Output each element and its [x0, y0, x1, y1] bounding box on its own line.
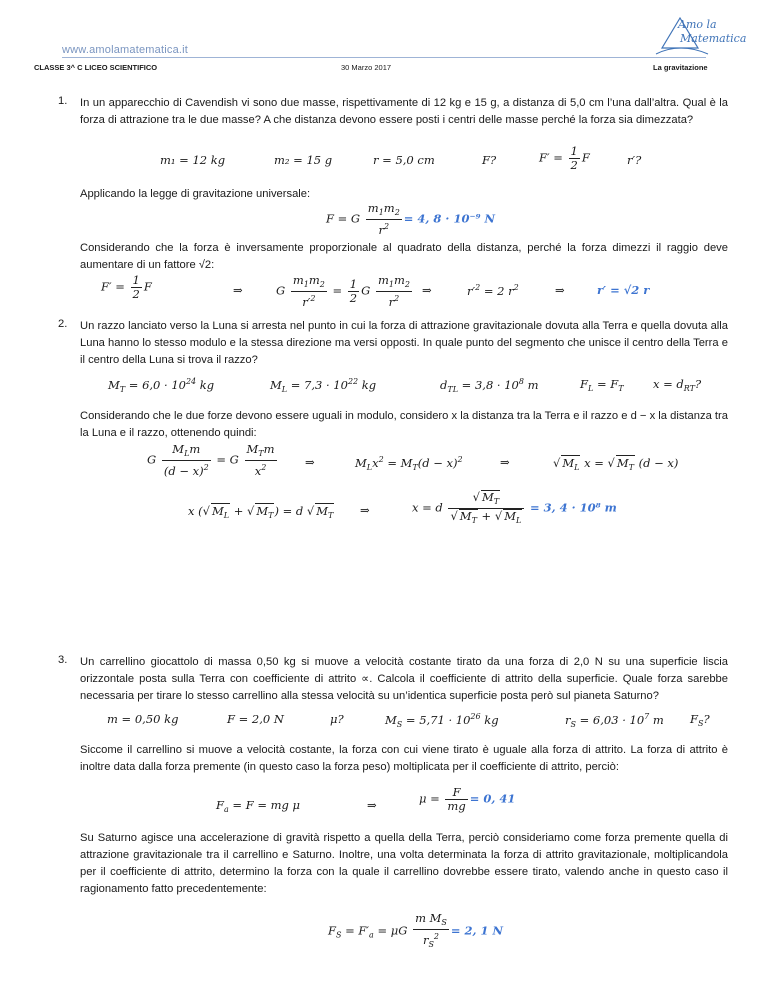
formula-balance: G $\frac{M_Lm}{(d - x)^2}$ = G $\frac{M_Tm}{x^2}$	[147, 442, 275, 478]
implies-arrow: ⇒	[555, 283, 565, 297]
implies-arrow: ⇒	[305, 455, 315, 469]
given-FL-FT: $F_L = F_T$	[580, 377, 624, 393]
p3-explanation-2: Su Saturno agisce una accelerazione di gravità rispetto a quella della Terra, perciò consideriamo come forza premente quella di attrazione gravitazionale tra il carrellino e Saturno. Inoltre, una volta determinata la forza di attrito gravitazionale, moltiplicandola per il coefficiente di attrito, determino la forza con la quale il carrellino dovrebbe essere tirato, valendo anche in questo caso il ragionamento fatto precedentemente:	[80, 832, 728, 895]
implies-arrow: ⇒	[422, 283, 432, 297]
given-r: r = 5,0 cm	[373, 153, 435, 167]
formula-r-squared: $r'^2 = 2$ $r^2$	[467, 283, 519, 298]
given-MT: $M_T = 6,0 \cdot 10^{24}$ kg	[108, 377, 215, 394]
unknown-mu: μ?	[330, 712, 344, 726]
unknown-r-prime: r′?	[627, 153, 642, 167]
given-m: m = 0,50 kg	[107, 712, 179, 726]
given-m1: m₁ = 12 kg	[160, 153, 226, 167]
given-dTL: $d_{TL} = 3,8 \cdot 10^8$ m	[440, 377, 539, 394]
amolamatematica-logo: Amo la Matematica	[650, 14, 740, 70]
given-MS: $M_S = 5,71 \cdot 10^{26}$ kg	[385, 712, 499, 729]
formula-x-result: x = d $\frac{√ M_T}{√ M_T + √ M_L}$ = 3, 4 · 10⁸ m	[412, 490, 617, 525]
implies-arrow: ⇒	[367, 798, 377, 812]
problem-1-text: In un apparecchio di Cavendish vi sono due masse, rispettivamente di 12 kg e 15 g, a distanza di 5,0 cm l’una dall’altra. Qual è la forza di attrazione tra le due masse? A che distanza devono essere posti i centri delle masse perché la forza sia dimezzata?	[80, 97, 728, 126]
class-label: CLASSE 3^ C LICEO SCIENTIFICO	[34, 63, 158, 72]
formula-saturn: $F_S = F'_a = \mu G$ $\frac{m M_S}{r_S^2}$ = 2, 1 N	[328, 911, 504, 949]
implies-arrow: ⇒	[233, 283, 243, 297]
given-rS: $r_S = 6,03 \cdot 10^7$ m	[565, 712, 664, 729]
site-url[interactable]: www.amolamatematica.it	[62, 44, 189, 56]
unknown-x: $x = d_{RT}$?	[653, 377, 702, 393]
p1-explanation-1: Applicando la legge di gravitazione universale:	[80, 188, 311, 200]
result-r-prime: r′ = √2 r	[597, 283, 650, 297]
given-ML: $M_L = 7,3 \cdot 10^{22}$ kg	[270, 377, 377, 394]
formula-sqrt: √ $M_L$ x = √ $M_T$ (d − x)	[553, 456, 679, 472]
date-label: 30 Marzo 2017	[341, 63, 392, 72]
formula-equation: G $\frac{m_1m_2}{r'^2}$ = $\frac{1}{2}$ G $\frac{m_1m_2}{r^2}$	[276, 273, 410, 309]
problem-2-number: 2.	[58, 318, 68, 330]
problem-3-text: Un carrellino giocattolo di massa 0,50 kg si muove a velocità costante tirato da una forza di 2,0 N su una superficie liscia orizzontale posta sulla Terra con coefficiente di attrito ∝. Calcola il coefficiente di attrito della superficie. Quale forza sarebbe necessaria per tirare lo stesso carrellino alla stessa velocità su un’identica superficie posta però sul pianeta Saturno?	[80, 656, 728, 702]
formula-mu: μ = $\frac{F}{mg}$ = 0, 41	[419, 785, 516, 813]
unknown-F: F?	[482, 153, 497, 167]
implies-arrow: ⇒	[500, 455, 510, 469]
problem-1-number: 1.	[58, 95, 68, 107]
implies-arrow: ⇒	[360, 503, 370, 517]
topic-label: La gravitazione	[653, 63, 708, 72]
header-divider	[62, 57, 706, 58]
formula-simplified: $M_Lx^2 = M_T(d - x)^2$	[355, 455, 463, 472]
given-m2: m₂ = 15 g	[274, 153, 333, 167]
problem-3-number: 3.	[58, 654, 68, 666]
unknown-FS: $F_S$?	[690, 712, 710, 728]
formula-half-force: F′ = $\frac{1}{2}$ F	[101, 273, 152, 301]
problem-2-text: Un razzo lanciato verso la Luna si arresta nel punto in cui la forza di attrazione gravitazionale dovuta alla Terra e quella dovuta alla Luna hanno lo stesso modulo e la stessa direzione ma versi opposti. In quale punto del segmento che unisce il centro della Terra e il centro della Luna si trova il razzo?	[80, 320, 728, 366]
p1-explanation-2: Considerando che la forza è inversamente proporzionale al quadrato della distanza, perché la forza dimezzi il raggio deve aumentare di un fattore √2:	[80, 242, 728, 271]
p3-explanation-1: Siccome il carrellino si muove a velocità costante, la forza con cui viene tirato è uguale alla forza di attrito. La forza di attrito è inoltre data dalla forza premente (in questo caso la forza peso) moltiplicata per il coefficiente di attrito, perciò:	[80, 744, 728, 773]
given-F: F = 2,0 N	[227, 712, 284, 726]
formula-factor: x (√ $M_L$ + √ $M_T) = d$ √ $M_T$	[188, 504, 334, 520]
formula-gravitation: F = G $\frac{m_1m_2}{r^2}$ = 4, 8 · 10⁻⁹ N	[326, 201, 496, 237]
formula-F-half: F′ = $\frac{1}{2}$ F	[539, 144, 590, 172]
p2-explanation: Considerando che le due forze devono essere uguali in modulo, considero x la distanza tra la Terra e il razzo e d − x la distanza tra la Luna e il razzo, ottenendo quindi:	[80, 410, 728, 439]
formula-friction: $F_a = F$ = mg μ	[216, 798, 301, 814]
